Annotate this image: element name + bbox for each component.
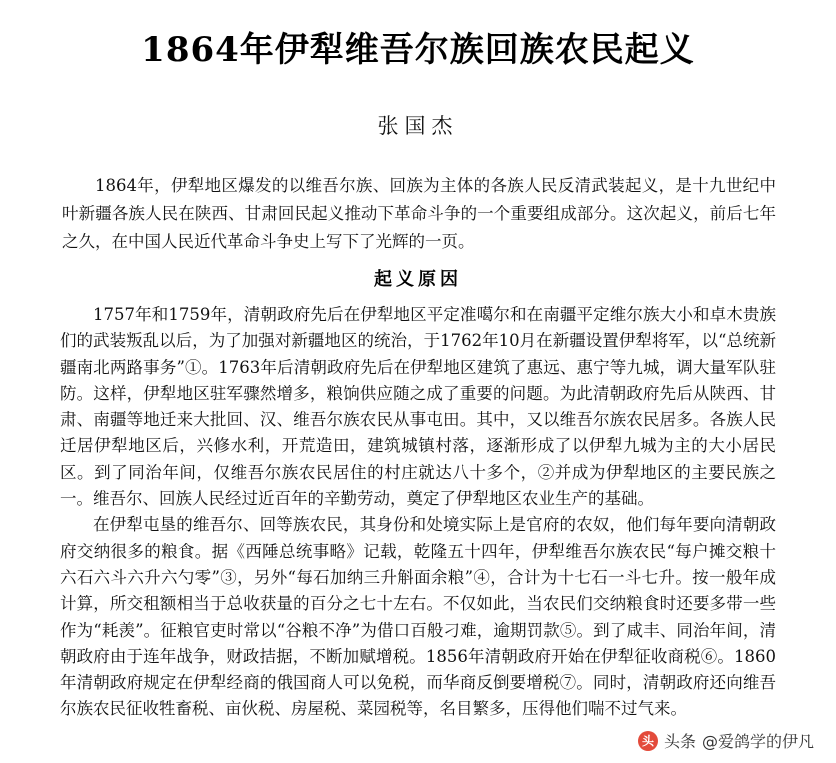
section-heading: 起义原因 <box>374 269 462 290</box>
body-paragraph-1: 1757年和1759年，清朝政府先后在伊犁地区平定准噶尔和在南疆平定维尔族大小和卓木贵族们的武装叛乱以后，为了加强对新疆地区的统治，于1762年10月在新疆设置伊犁将军，以“总统新疆南北两路事务”①。1763年后清朝政府先后在伊犁地区建筑了惠远、惠宁等九城，调大量军队驻防。这样，伊犁地区驻军骤然增多，粮饷供应随之成了重要的问题。为此清朝政府先后从陕西、甘肃、南疆等地迁来大批回、汉、维吾尔族农民从事屯田。其中，又以维吾尔族农民居多。各族人民迁居伊犁地区后，兴修水利，开荒造田，建筑城镇村落，逐渐形成了以伊犁九城为主的大小居民区。到了同治年间，仅维吾尔族农民居住的村庄就达八十多个，②并成为伊犁地区的主要民族之一。维吾尔、回族人民经过近百年的辛勤劳动，奠定了伊犁地区农业生产的基础。 <box>60 305 776 509</box>
author-name: 张国杰 <box>377 114 459 138</box>
article-title: 1864年伊犁维吾尔族回族农民起义 <box>141 30 695 70</box>
body-text <box>60 302 776 723</box>
toutiao-logo-icon: 头 <box>638 731 658 751</box>
intro-paragraph: 1864年，伊犁地区爆发的以维吾尔族、回族为主体的各族人民反清武装起义，是十九世纪中叶新疆各族人民在陕西、甘肃回民起义推动下革命斗争的一个重要组成部分。这次起义，前后七年之久，在中国人民近代革命斗争史上写下了光辉的一页。 <box>62 176 776 251</box>
body-paragraph-2: 在伊犁屯垦的维吾尔、回等族农民，其身份和处境实际上是官府的农奴，他们每年要向清朝政府交纳很多的粮食。据《西陲总统事略》记载，乾隆五十四年，伊犁维吾尔族农民“每户摊交粮十六石六斗六升六勺零”③，另外“每石加纳三升斛面余粮”④，合计为十七石一斗七升。按一般年成计算，所交租额相当于总收获量的百分之七十左右。不仅如此，当农民们交纳粮食时还要多带一些作为“耗羡”。征粮官吏时常以“谷粮不净”为借口百般刁难，逾期罚款⑤。到了咸丰、同治年间，清朝政府由于连年战争，财政拮据，不断加赋增税。1856年清朝政府开始在伊犁征收商税⑥。1860年清朝政府规定在伊犁经商的俄国商人可以免税，而华商反倒要增税⑦。同时，清朝政府还向维吾尔族农民征收牲畜税、亩伙税、房屋税、菜园税等，名目繁多，压得他们喘不过气来。 <box>60 515 776 719</box>
watermark <box>630 726 822 755</box>
watermark-platform: 头条 <box>663 732 696 751</box>
watermark-account: @爱鸽学的伊凡 <box>701 732 814 751</box>
